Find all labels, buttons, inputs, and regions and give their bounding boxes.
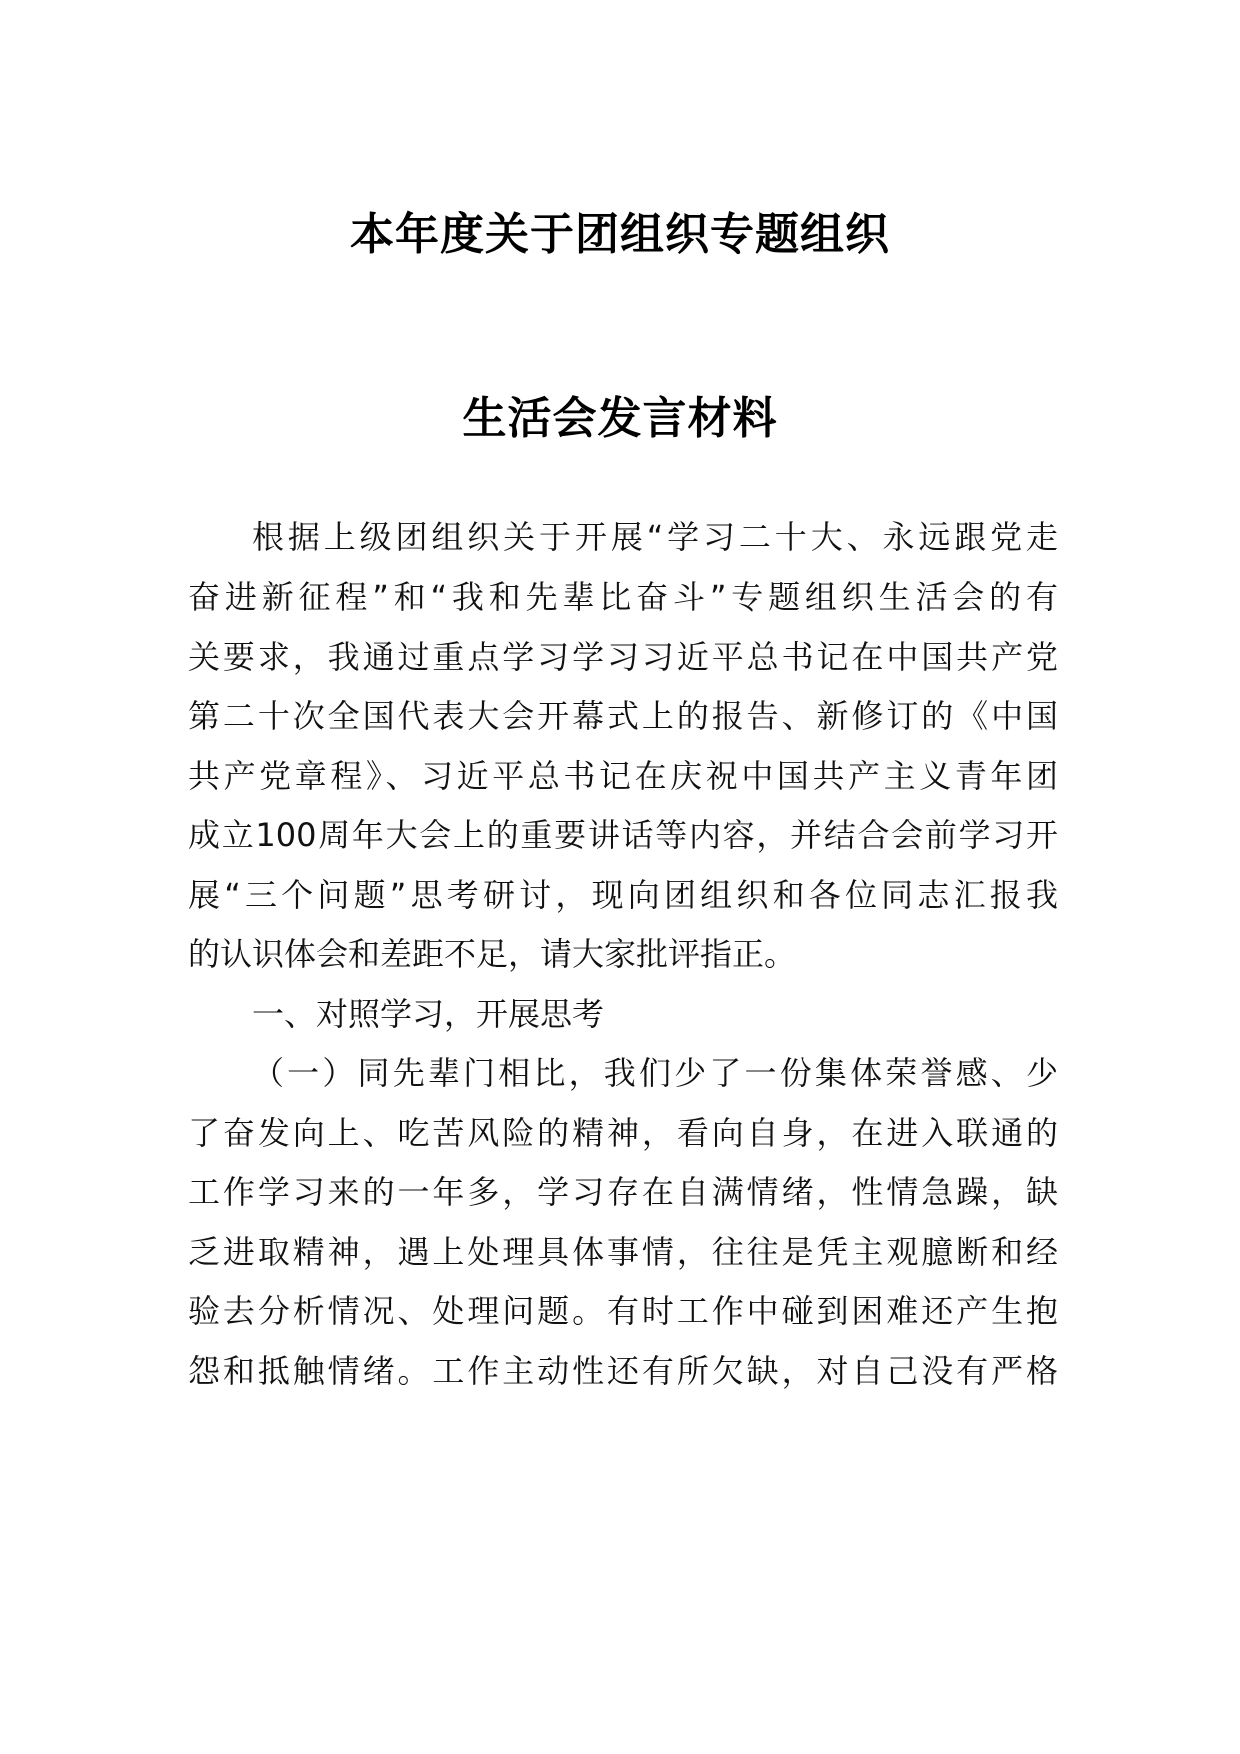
paragraph-2-line: 验去分析情况、处理问题。有时工作中碰到困难还产生抱 xyxy=(188,1292,1058,1330)
document-title-line-1: 本年度关于团组织专题组织 xyxy=(350,209,890,260)
paragraph-1-line: 展“三个问题”思考研讨，现向团组织和各位同志汇报我 xyxy=(188,876,1058,914)
paragraph-1-line: 成立100周年大会上的重要讲话等内容，并结合会前学习开 xyxy=(188,816,1058,854)
paragraph-2-line: 了奋发向上、吃苦风险的精神，看向自身，在进入联通的 xyxy=(188,1114,1058,1152)
section-heading: 一、对照学习，开展思考 xyxy=(252,995,605,1033)
paragraph-2-line: 工作学习来的一年多，学习存在自满情绪，性情急躁，缺 xyxy=(188,1173,1058,1211)
paragraph-2-line: 怨和抵触情绪。工作主动性还有所欠缺，对自己没有严格 xyxy=(188,1352,1058,1390)
paragraph-1-line: 第二十次全国代表大会开幕式上的报告、新修订的《中国 xyxy=(188,697,1058,735)
document-title-line-2: 生活会发言材料 xyxy=(462,393,778,444)
paragraph-1-line: 根据上级团组织关于开展“学习二十大、永远跟党走 xyxy=(252,518,1058,556)
paragraph-1-line: 奋进新征程”和“我和先辈比奋斗”专题组织生活会的有 xyxy=(188,578,1058,616)
paragraph-1-line: 共产党章程》、习近平总书记在庆祝中国共产主义青年团 xyxy=(188,757,1058,795)
paragraph-1-line: 关要求，我通过重点学习学习习近平总书记在中国共产党 xyxy=(188,638,1058,676)
paragraph-1-line: 的认识体会和差距不足，请大家批评指正。 xyxy=(188,935,797,973)
paragraph-2-line: （一）同先辈门相比，我们少了一份集体荣誉感、少 xyxy=(252,1054,1058,1092)
paragraph-2-line: 乏进取精神，遇上处理具体事情，往往是凭主观臆断和经 xyxy=(188,1233,1058,1271)
